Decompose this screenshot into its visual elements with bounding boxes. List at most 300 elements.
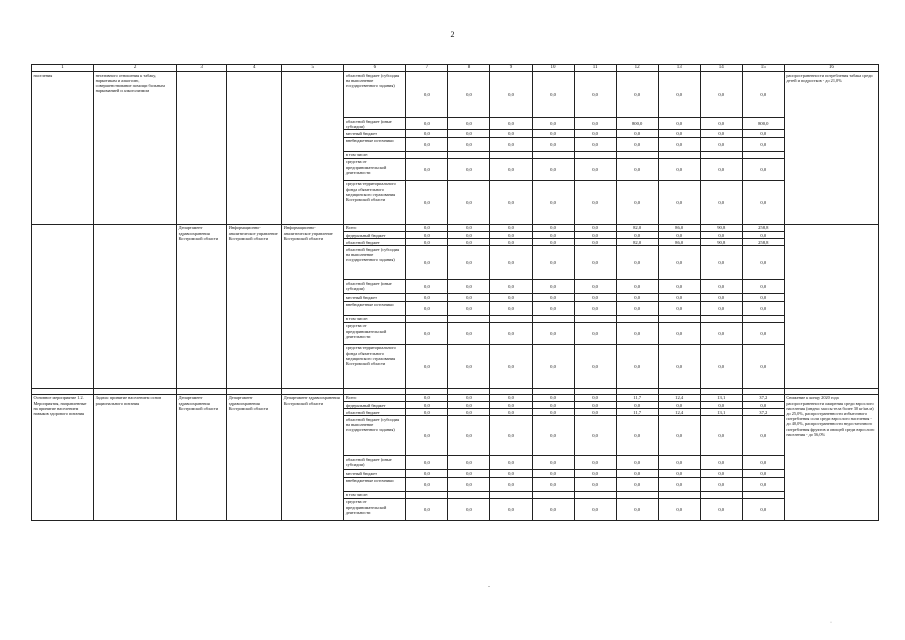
value-cell: 0,0 — [658, 402, 700, 409]
value-cell: 0,0 — [448, 409, 490, 416]
value-cell — [490, 315, 532, 322]
value-cell: 0,0 — [574, 232, 616, 239]
value-cell: 0,0 — [448, 416, 490, 456]
event-name-cell: Основное мероприятие 1.2. Мероприятия, направленные на принятие населением навыков здорового питания — [32, 394, 94, 520]
value-cell: 0,0 — [448, 301, 490, 315]
value-cell: 0,0 — [448, 158, 490, 180]
value-cell: 0,0 — [742, 232, 784, 239]
value-cell — [742, 151, 784, 158]
value-cell: 0,0 — [532, 301, 574, 315]
value-cell: 0,0 — [574, 322, 616, 344]
value-cell: 0,0 — [574, 402, 616, 409]
value-cell: 0,0 — [574, 224, 616, 231]
value-cell — [700, 315, 742, 322]
value-cell: 0,0 — [490, 409, 532, 416]
value-cell — [532, 491, 574, 498]
value-cell: 0,0 — [532, 224, 574, 231]
value-cell: 800,0 — [742, 118, 784, 130]
value-cell: 0,0 — [658, 322, 700, 344]
value-cell: 0,0 — [616, 322, 658, 344]
funding-source-cell: федеральный бюджет — [344, 402, 406, 409]
value-cell: 0,0 — [490, 344, 532, 388]
value-cell: 0,0 — [532, 394, 574, 401]
value-cell: 0,0 — [742, 294, 784, 301]
value-cell — [448, 151, 490, 158]
value-cell: 0,0 — [658, 294, 700, 301]
value-cell: 0,0 — [532, 498, 574, 520]
value-cell: 0,0 — [616, 301, 658, 315]
header-row — [32, 65, 879, 72]
value-cell: 0,0 — [616, 477, 658, 491]
value-cell: 0,0 — [490, 130, 532, 137]
value-cell: 0,0 — [616, 180, 658, 224]
value-cell: 0,0 — [532, 280, 574, 294]
funding-source-cell: средства территориального фонда обязательного медицинского страхования Костромской области — [344, 344, 406, 388]
value-cell: 0,0 — [406, 130, 448, 137]
value-cell: 12,4 — [658, 394, 700, 401]
value-cell: 0,0 — [406, 498, 448, 520]
column-header: 16 — [784, 65, 878, 72]
funding-source-cell: в том числе: — [344, 315, 406, 322]
funding-source-cell: областной бюджет (иные субсидии) — [344, 456, 406, 470]
value-cell: 0,0 — [700, 470, 742, 477]
value-cell: 0,0 — [700, 402, 742, 409]
funding-source-cell: средства от предпринимательской деятельности — [344, 322, 406, 344]
value-cell: 82,0 — [616, 239, 658, 246]
funding-source-cell: внебюджетные источники — [344, 301, 406, 315]
value-cell: 0,0 — [658, 246, 700, 280]
value-cell — [574, 491, 616, 498]
coexecutor-cell — [227, 72, 282, 225]
value-cell: 0,0 — [406, 137, 448, 151]
value-cell: 82,0 — [616, 224, 658, 231]
value-cell: 0,0 — [742, 246, 784, 280]
value-cell: 0,0 — [490, 301, 532, 315]
value-cell: 800,0 — [616, 118, 658, 130]
value-cell: 0,0 — [448, 470, 490, 477]
value-cell: 0,0 — [490, 280, 532, 294]
value-cell: 0,0 — [490, 232, 532, 239]
value-cell: 37,2 — [742, 409, 784, 416]
executor-cell — [177, 72, 227, 225]
funding-source-cell: местный бюджет — [344, 130, 406, 137]
value-cell: 0,0 — [574, 130, 616, 137]
value-cell: 0,0 — [658, 280, 700, 294]
value-cell — [532, 151, 574, 158]
task-cell — [94, 224, 177, 388]
column-header: 2 — [94, 65, 177, 72]
value-cell: 0,0 — [616, 280, 658, 294]
value-cell: 0,0 — [532, 72, 574, 118]
indicator-cell: распространенности потребления табака среди детей и подростков - до 21,0% — [784, 72, 878, 225]
value-cell: 0,0 — [574, 498, 616, 520]
value-cell: 0,0 — [700, 456, 742, 470]
funding-source-cell: областной бюджет (субсидия на выполнение государственного задания) — [344, 246, 406, 280]
value-cell: 0,0 — [406, 402, 448, 409]
value-cell: 0,0 — [574, 158, 616, 180]
value-cell: 0,0 — [448, 224, 490, 231]
value-cell: 0,0 — [700, 180, 742, 224]
funding-source-cell: внебюджетные источники — [344, 137, 406, 151]
value-cell: 0,0 — [532, 402, 574, 409]
value-cell: 0,0 — [742, 137, 784, 151]
column-header: 5 — [282, 65, 344, 72]
value-cell: 0,0 — [448, 477, 490, 491]
value-cell: 0,0 — [490, 180, 532, 224]
value-cell: 0,0 — [700, 137, 742, 151]
value-cell: 0,0 — [742, 402, 784, 409]
value-cell: 0,0 — [700, 416, 742, 456]
value-cell — [700, 151, 742, 158]
funding-source-cell: областной бюджет (иные субсидии) — [344, 280, 406, 294]
funding-source-cell: областной бюджет (иные субсидии) — [344, 118, 406, 130]
value-cell: 0,0 — [574, 137, 616, 151]
funding-source-cell: средства от предпринимательской деятельности — [344, 498, 406, 520]
value-cell: 0,0 — [532, 456, 574, 470]
value-cell: 0,0 — [406, 280, 448, 294]
value-cell: 0,0 — [406, 409, 448, 416]
value-cell: 0,0 — [532, 130, 574, 137]
indicator-cell — [784, 224, 878, 388]
value-cell: 0,0 — [406, 224, 448, 231]
funding-source-cell: средства территориального фонда обязательного медицинского страхования Костромской области — [344, 180, 406, 224]
value-cell: 0,0 — [700, 118, 742, 130]
value-cell: 12,4 — [658, 409, 700, 416]
value-cell: 0,0 — [658, 416, 700, 456]
value-cell: 0,0 — [700, 232, 742, 239]
value-cell: 0,0 — [574, 294, 616, 301]
value-cell: 0,0 — [448, 498, 490, 520]
value-cell: 0,0 — [658, 301, 700, 315]
value-cell: 0,0 — [490, 394, 532, 401]
value-cell: 0,0 — [658, 477, 700, 491]
value-cell: 0,0 — [406, 239, 448, 246]
value-cell: 0,0 — [658, 180, 700, 224]
value-cell: 0,0 — [532, 409, 574, 416]
value-cell: 0,0 — [574, 301, 616, 315]
column-header: 3 — [177, 65, 227, 72]
value-cell: 13,1 — [700, 394, 742, 401]
value-cell: 0,0 — [532, 322, 574, 344]
value-cell — [574, 315, 616, 322]
value-cell: 0,0 — [658, 158, 700, 180]
value-cell: 0,0 — [406, 301, 448, 315]
value-cell: 0,0 — [490, 137, 532, 151]
column-header: 11 — [574, 65, 616, 72]
table-row — [32, 394, 879, 401]
value-cell: 0,0 — [742, 280, 784, 294]
coexecutor-cell: Департамент здравоохранения Костромской области — [227, 394, 282, 520]
value-cell: 0,0 — [448, 344, 490, 388]
value-cell: 0,0 — [616, 294, 658, 301]
value-cell: 0,0 — [490, 294, 532, 301]
column-header: 8 — [448, 65, 490, 72]
table-body — [32, 65, 879, 521]
value-cell: 0,0 — [448, 232, 490, 239]
task-cell: Задача: принятие населением основ рационального питания — [94, 394, 177, 520]
value-cell: 0,0 — [574, 118, 616, 130]
value-cell: 0,0 — [742, 301, 784, 315]
value-cell: 0,0 — [406, 470, 448, 477]
value-cell: 13,1 — [700, 409, 742, 416]
table-row — [32, 72, 879, 118]
value-cell: 0,0 — [700, 130, 742, 137]
event-name-cell — [32, 224, 94, 388]
column-header: 12 — [616, 65, 658, 72]
indicator-cell: Снижение к концу 2020 года распространенности ожирения среди взрослого населения (индекс массы тела более 30 кг/кв.м) до 25,0%, распространенности избыточного потребления соли среди взрослого населения - до 40,0%, распространенности недостаточного потребления фруктов и овощей среди взрослого населения - до 56,0% — [784, 394, 878, 520]
value-cell: 0,0 — [490, 416, 532, 456]
value-cell — [658, 315, 700, 322]
value-cell: 0,0 — [616, 232, 658, 239]
value-cell: 0,0 — [700, 294, 742, 301]
scan-mark: - — [488, 584, 490, 590]
value-cell: 90,8 — [700, 224, 742, 231]
value-cell: 0,0 — [616, 72, 658, 118]
value-cell: 0,0 — [742, 158, 784, 180]
value-cell: 0,0 — [574, 180, 616, 224]
value-cell: 0,0 — [742, 322, 784, 344]
value-cell: 0,0 — [490, 456, 532, 470]
column-header: 15 — [742, 65, 784, 72]
funding-source-cell: областной бюджет (субсидия на выполнение государственного задания) — [344, 416, 406, 456]
value-cell — [616, 491, 658, 498]
value-cell: 0,0 — [532, 416, 574, 456]
value-cell: 0,0 — [532, 477, 574, 491]
value-cell: 0,0 — [490, 224, 532, 231]
value-cell: 0,0 — [406, 158, 448, 180]
value-cell: 0,0 — [658, 470, 700, 477]
value-cell: 0,0 — [616, 416, 658, 456]
column-header: 7 — [406, 65, 448, 72]
column-header: 9 — [490, 65, 532, 72]
value-cell: 0,0 — [490, 158, 532, 180]
value-cell: 0,0 — [490, 246, 532, 280]
value-cell: 258,8 — [742, 239, 784, 246]
participant-cell — [282, 72, 344, 225]
value-cell — [490, 151, 532, 158]
funding-source-cell: Всего — [344, 394, 406, 401]
value-cell — [658, 151, 700, 158]
value-cell: 0,0 — [616, 402, 658, 409]
value-cell: 86,0 — [658, 239, 700, 246]
value-cell: 0,0 — [532, 180, 574, 224]
value-cell: 0,0 — [658, 498, 700, 520]
value-cell: 0,0 — [742, 130, 784, 137]
value-cell: 0,0 — [448, 322, 490, 344]
value-cell: 0,0 — [616, 344, 658, 388]
funding-source-cell: внебюджетные источники — [344, 477, 406, 491]
participant-cell: Информационно-аналитическое управление Костромской области — [282, 224, 344, 388]
value-cell: 0,0 — [700, 301, 742, 315]
value-cell: 37,2 — [742, 394, 784, 401]
column-header: 6 — [344, 65, 406, 72]
value-cell: 0,0 — [490, 402, 532, 409]
value-cell: 0,0 — [658, 130, 700, 137]
value-cell: 0,0 — [532, 294, 574, 301]
column-header: 13 — [658, 65, 700, 72]
value-cell: 0,0 — [742, 477, 784, 491]
funding-source-cell: местный бюджет — [344, 470, 406, 477]
value-cell: 0,0 — [448, 130, 490, 137]
value-cell: 0,0 — [742, 180, 784, 224]
funding-source-cell: в том числе: — [344, 491, 406, 498]
value-cell: 0,0 — [490, 477, 532, 491]
value-cell: 0,0 — [658, 72, 700, 118]
participant-cell: Департамент здравоохранения Костромской области — [282, 394, 344, 520]
value-cell — [742, 315, 784, 322]
value-cell — [406, 491, 448, 498]
value-cell: 0,0 — [406, 416, 448, 456]
value-cell: 0,0 — [406, 118, 448, 130]
value-cell: 0,0 — [490, 498, 532, 520]
value-cell: 0,0 — [616, 498, 658, 520]
funding-source-cell: Всего — [344, 224, 406, 231]
column-header: 1 — [32, 65, 94, 72]
value-cell: 0,0 — [658, 118, 700, 130]
value-cell: 0,0 — [616, 470, 658, 477]
value-cell: 0,0 — [616, 456, 658, 470]
budget-table — [31, 64, 879, 521]
value-cell: 0,0 — [448, 137, 490, 151]
value-cell — [448, 315, 490, 322]
value-cell: 0,0 — [406, 232, 448, 239]
value-cell: 0,0 — [406, 246, 448, 280]
value-cell: 11,7 — [616, 394, 658, 401]
value-cell: 0,0 — [406, 322, 448, 344]
value-cell: 0,0 — [574, 477, 616, 491]
value-cell: 0,0 — [406, 477, 448, 491]
value-cell: 0,0 — [490, 118, 532, 130]
value-cell — [658, 491, 700, 498]
value-cell: 0,0 — [406, 456, 448, 470]
value-cell — [532, 315, 574, 322]
value-cell — [742, 491, 784, 498]
value-cell — [700, 491, 742, 498]
value-cell: 0,0 — [616, 130, 658, 137]
value-cell: 0,0 — [532, 470, 574, 477]
value-cell: 90,8 — [700, 239, 742, 246]
value-cell: 258,8 — [742, 224, 784, 231]
value-cell: 0,0 — [406, 344, 448, 388]
value-cell: 0,0 — [448, 456, 490, 470]
value-cell: 0,0 — [406, 394, 448, 401]
value-cell: 0,0 — [616, 158, 658, 180]
value-cell — [448, 491, 490, 498]
value-cell: 0,0 — [574, 280, 616, 294]
value-cell: 0,0 — [574, 470, 616, 477]
value-cell: 0,0 — [490, 322, 532, 344]
value-cell: 0,0 — [406, 72, 448, 118]
value-cell: 0,0 — [532, 246, 574, 280]
value-cell: 0,0 — [658, 232, 700, 239]
value-cell: 0,0 — [448, 239, 490, 246]
value-cell: 11,7 — [616, 409, 658, 416]
value-cell: 0,0 — [574, 456, 616, 470]
value-cell: 0,0 — [532, 232, 574, 239]
value-cell: 0,0 — [406, 180, 448, 224]
value-cell: 0,0 — [658, 344, 700, 388]
funding-source-cell: областной бюджет — [344, 239, 406, 246]
value-cell: 0,0 — [532, 118, 574, 130]
value-cell: 0,0 — [532, 137, 574, 151]
funding-source-cell: областной бюджет (субсидия на выполнение государственного задания) — [344, 72, 406, 118]
value-cell: 0,0 — [490, 239, 532, 246]
value-cell — [406, 315, 448, 322]
value-cell: 0,0 — [700, 322, 742, 344]
column-header: 10 — [532, 65, 574, 72]
value-cell: 0,0 — [532, 158, 574, 180]
task-cell: негативного отношения к табаку, наркотикам и алкоголю, совершенствование помощи больным наркоманией и алкоголизмом — [94, 72, 177, 225]
funding-source-cell: областной бюджет — [344, 409, 406, 416]
value-cell: 0,0 — [448, 402, 490, 409]
value-cell: 0,0 — [574, 72, 616, 118]
value-cell — [574, 151, 616, 158]
value-cell: 0,0 — [700, 498, 742, 520]
value-cell: 0,0 — [616, 246, 658, 280]
value-cell — [616, 151, 658, 158]
value-cell: 0,0 — [490, 470, 532, 477]
value-cell: 0,0 — [448, 118, 490, 130]
scan-mark: · — [830, 620, 832, 626]
value-cell: 0,0 — [700, 246, 742, 280]
value-cell: 0,0 — [448, 180, 490, 224]
funding-source-cell: в том числе: — [344, 151, 406, 158]
value-cell: 0,0 — [700, 72, 742, 118]
value-cell: 0,0 — [448, 72, 490, 118]
value-cell: 86,0 — [658, 224, 700, 231]
column-header: 4 — [227, 65, 282, 72]
value-cell: 0,0 — [742, 344, 784, 388]
value-cell: 0,0 — [574, 409, 616, 416]
value-cell — [490, 491, 532, 498]
value-cell: 0,0 — [658, 137, 700, 151]
value-cell: 0,0 — [616, 137, 658, 151]
executor-cell: Департамент здравоохранения Костромской области — [177, 394, 227, 520]
value-cell: 0,0 — [574, 246, 616, 280]
value-cell: 0,0 — [406, 294, 448, 301]
value-cell: 0,0 — [742, 498, 784, 520]
value-cell: 0,0 — [448, 294, 490, 301]
value-cell: 0,0 — [700, 344, 742, 388]
value-cell: 0,0 — [532, 344, 574, 388]
column-header: 14 — [700, 65, 742, 72]
value-cell: 0,0 — [700, 477, 742, 491]
value-cell: 0,0 — [448, 280, 490, 294]
value-cell: 0,0 — [742, 416, 784, 456]
value-cell: 0,0 — [742, 470, 784, 477]
value-cell: 0,0 — [700, 158, 742, 180]
page-number: 2 — [450, 30, 455, 39]
event-name-cell: населения — [32, 72, 94, 225]
funding-source-cell: местный бюджет — [344, 294, 406, 301]
value-cell: 0,0 — [742, 456, 784, 470]
value-cell: 0,0 — [532, 239, 574, 246]
funding-source-cell: федеральный бюджет — [344, 232, 406, 239]
value-cell: 0,0 — [448, 246, 490, 280]
executor-cell: Департамент здравоохранения Костромской области — [177, 224, 227, 388]
value-cell — [406, 151, 448, 158]
value-cell: 0,0 — [700, 280, 742, 294]
table-row — [32, 224, 879, 231]
value-cell: 0,0 — [742, 72, 784, 118]
value-cell: 0,0 — [574, 394, 616, 401]
value-cell: 0,0 — [574, 239, 616, 246]
value-cell: 0,0 — [448, 394, 490, 401]
value-cell: 0,0 — [574, 344, 616, 388]
coexecutor-cell: Информационно-аналитическое управление Костромской области — [227, 224, 282, 388]
value-cell: 0,0 — [658, 456, 700, 470]
value-cell: 0,0 — [574, 416, 616, 456]
